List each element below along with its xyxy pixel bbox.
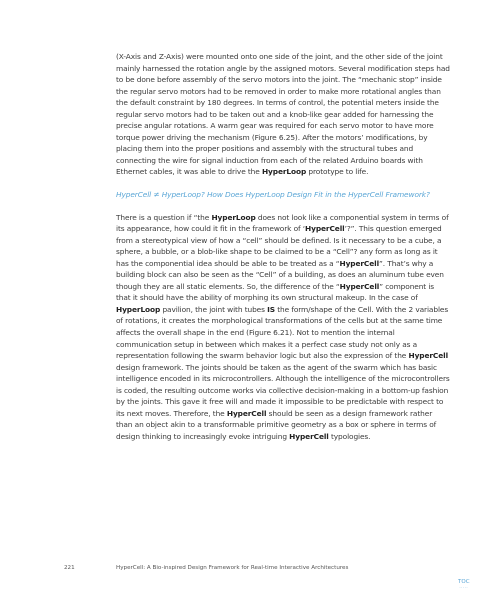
paragraph-2-text: design framework. The joints should be taken as the agent of the swarm which has basic intelligence encoded in its microcontrollers. Although the intelligence of the microcontrollers is coded, the resulting outcome works via collective decision-making in a bottom-up fashion by the joints. This gave it free will and made it impossible to be predictable with respect to its next moves. Therefore, the [116, 362, 450, 418]
bold-term: HyperLoop [211, 212, 256, 222]
paragraph-2-text: does not look like a componential system in terms of its appearance, how could it fit in the framework of ‘ [116, 212, 449, 234]
paragraph-1-text: (X-Axis and Z-Axis) were mounted onto one side of the joint, and the other side of the joint mainly harnessed the rotation angle by the assigned motors. Several modification steps had to be done before assembly of the servo motors into the joint. The “mechanic stop” inside the regular servo motors had to be removed in order to make more rotational angles than the default constraint by 180 degrees. In terms of control, the potential meters inside the regular servo motors had to be taken out and a knob-like gear added for harnessing the precise angular rotations. A warm gear was required for each servo motor to have more torque power driving the mechanism (Figure 6.25). After the motors’ modifications, by placing them into the proper positions and assembly with the structural tubes and connecting the wire for signal induction from each of the related Arduino boards with Ethernet cables, it was able to drive the [116, 52, 450, 177]
bold-term: HyperCell [226, 408, 267, 418]
bold-term: HyperCell [305, 224, 345, 234]
toc-dots: ····· [459, 585, 469, 590]
page-footer [64, 565, 444, 571]
paragraph-2-text: There is a question if “the [116, 212, 212, 222]
bold-term: HyperCell [289, 431, 329, 441]
running-title: HyperCell: A Bio-inspired Design Framework for Real-time Interactive Architectures [116, 565, 349, 571]
paragraph-2 [116, 212, 450, 443]
bold-term: HyperCell [339, 258, 380, 268]
paragraph-1 [116, 51, 450, 178]
paragraph-2-text: ’?”. This question emerged from a stereotypical view of how a “cell” should be defined. Is it necessary to be a cube, a sphere, a bubble, or a blob-like shape to be claimed to be a “Cell”? any form as long as it has the componential idea should be able to be treated as a “ [116, 224, 442, 268]
section-subheading: HyperCell ≠ HyperLoop? How Does HyperLoop Design Fit in the HyperCell Framework? [116, 190, 430, 200]
paragraph-2-text: ” component is that it should have the ability of morphing its own structural makeup. In the case of [116, 281, 435, 303]
paragraph-2-text: pavilion, the joint with tubes [160, 304, 268, 314]
toc-label: TOC [458, 579, 470, 585]
page-number: 221 [64, 565, 75, 571]
bold-term: HyperCell [339, 281, 380, 291]
bold-term: HyperCell [408, 351, 449, 361]
paragraph-2-text: the form/shape of the Cell. With the 2 variables of rotations, it creates the morphological transformations of the cells but at the same time affects the overall shape in the end (Figure 6.21). Not to mention the internal communication setup in between which makes it a perfect case study not only as a representation following the swarm behavior logic but also the expression of the [116, 304, 449, 361]
paragraph-2-text: typologies. [328, 431, 371, 441]
paragraph-1-bold: HyperLoop [261, 167, 307, 177]
paragraph-1-end: prototype to life. [306, 167, 369, 177]
body-text [116, 51, 450, 443]
bold-term: IS [267, 304, 275, 314]
toc-link[interactable] [458, 579, 470, 591]
paragraph-2-text: should be seen as a design framework rather than an object akin to a transformable primitive geometry as a box or sphere in terms of design thinking to increasingly evoke intriguing [116, 408, 437, 441]
bold-term: HyperLoop [116, 304, 161, 314]
paragraph-2-text: ”. That’s why a building block can also be seen as the “Cell” of a building, as does an aluminum tube even though they are all static elements. So, the difference of the “ [116, 258, 444, 291]
